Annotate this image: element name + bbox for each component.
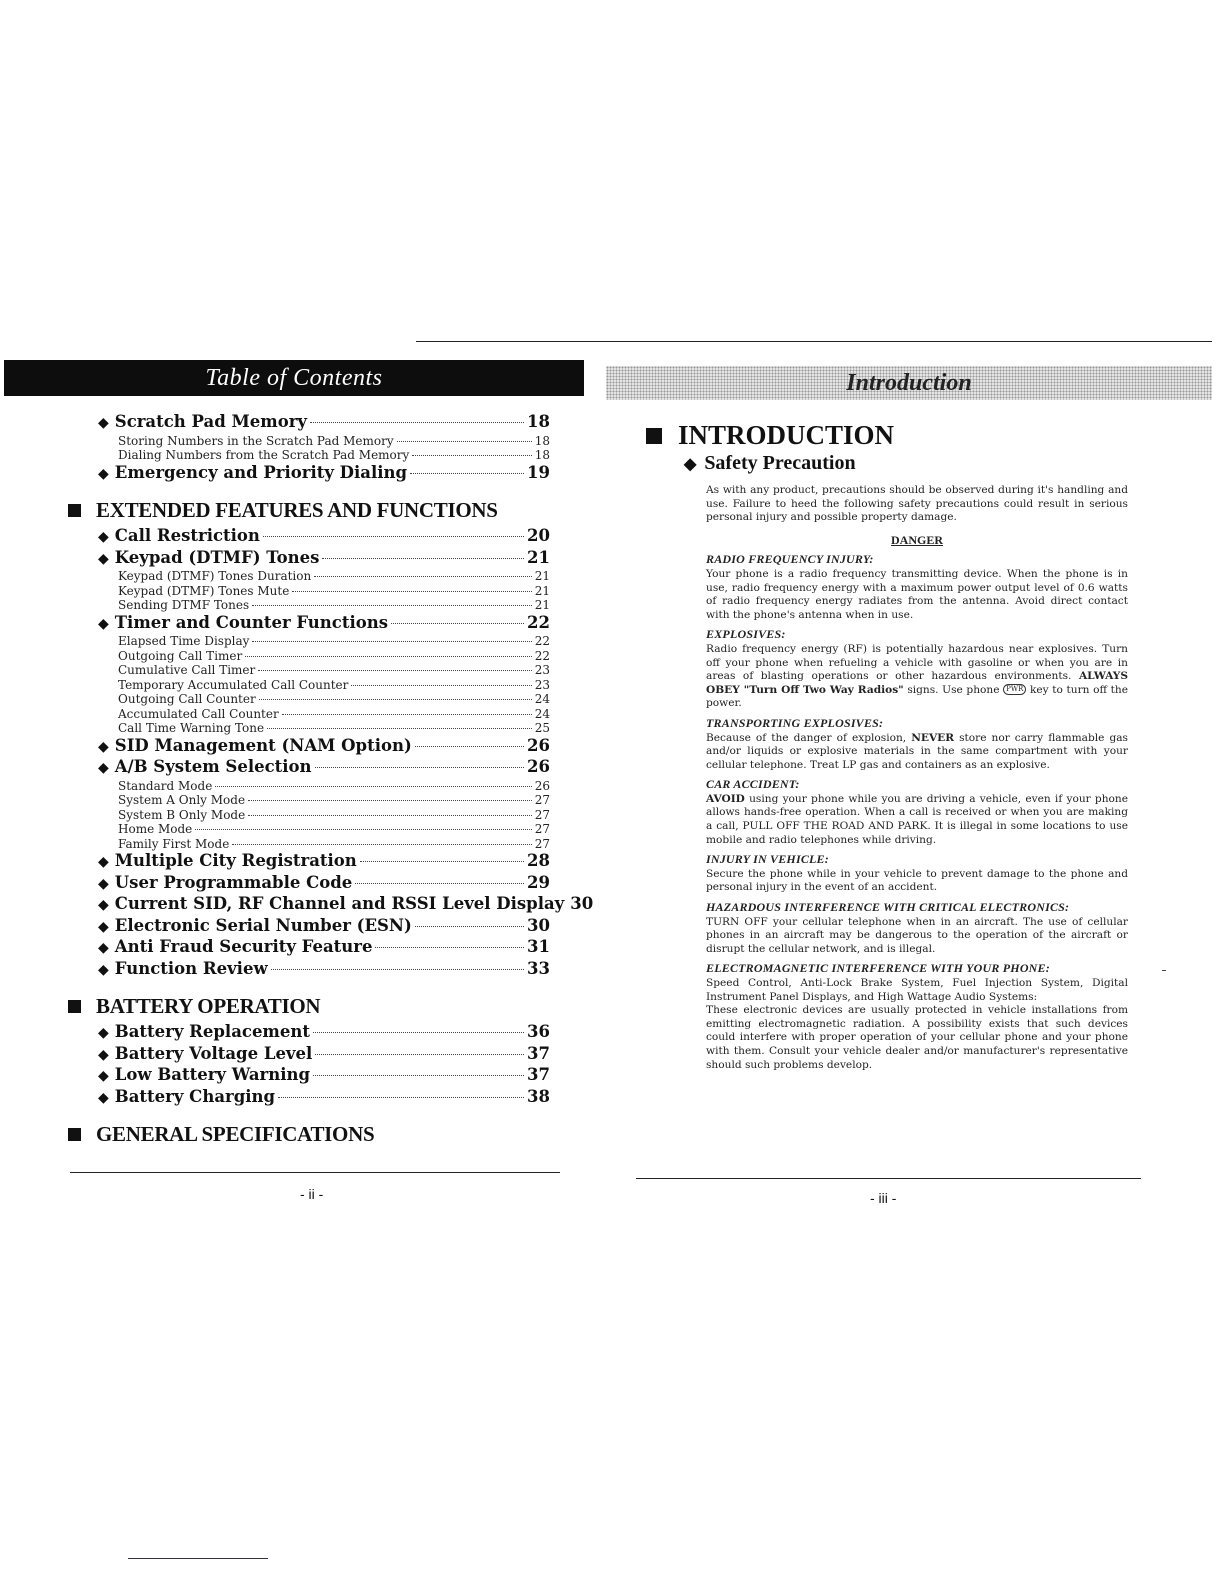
car-heading: CAR ACCIDENT: [706, 777, 800, 792]
diamond-bullet-icon: ◆ [98, 875, 109, 892]
toc-entry-label [98, 736, 412, 758]
toc-section-label: BATTERY OPERATION [96, 994, 321, 1018]
toc-entry-text: Low Battery Warning [114, 1065, 311, 1084]
toc-entry-label [118, 779, 212, 794]
diamond-bullet-icon: ◆ [98, 1089, 109, 1106]
toc-entry [70, 548, 550, 570]
toc-entry-label [118, 808, 245, 823]
toc-page-number: 20 [527, 526, 550, 545]
intro-title [646, 420, 894, 451]
intro-header-label: Introduction [846, 370, 972, 396]
toc-entry [70, 1044, 550, 1066]
toc-entry-label [118, 649, 242, 664]
toc-page-number: 30 [527, 915, 550, 935]
margin-mark [1162, 970, 1166, 971]
table-of-contents [70, 412, 594, 1150]
diamond-bullet-icon: ◆ [98, 550, 109, 567]
toc-entry-label [118, 837, 229, 852]
toc-page-number: 21 [534, 583, 550, 598]
toc-subentry [70, 663, 550, 678]
toc-entry [70, 757, 550, 779]
toc-entry-label [118, 692, 256, 707]
square-bullet-icon [68, 1128, 81, 1141]
diamond-bullet-icon: ◆ [98, 1068, 109, 1084]
hazardous-heading: HAZARDOUS INTERFERENCE WITH CRITICAL ELECTRONICS: [706, 900, 1070, 915]
page-number-left: - ii - [300, 1186, 324, 1202]
dot-leader [310, 422, 524, 423]
dot-leader [252, 605, 532, 606]
toc-entry-text: Family First Mode [118, 836, 230, 851]
dot-leader [215, 786, 531, 787]
dot-leader [375, 947, 524, 948]
toc-entry-label [118, 584, 289, 599]
intro-paragraph: As with any product, precautions should be observed during it's handling and use. Failure to heed the following safety precautions could result in serious personal injury and possible property damage. [706, 484, 1128, 524]
toc-entry [70, 873, 550, 895]
toc-page-number: 18 [534, 448, 550, 462]
dot-leader [415, 746, 524, 747]
transporting-text [706, 732, 1128, 773]
diamond-bullet-icon: ◆ [684, 456, 697, 473]
toc-page-number: 37 [527, 1043, 550, 1063]
toc-entry-text: System A Only Mode [118, 793, 246, 807]
toc-entry-label [118, 569, 311, 584]
toc-entry-text: Electronic Serial Number (ESN) [114, 915, 412, 935]
toc-entry-text: Battery Charging [114, 1086, 276, 1106]
toc-entry-text: Anti Fraud Security Feature [114, 937, 373, 956]
diamond-bullet-icon: ◆ [98, 897, 109, 913]
dot-leader [195, 829, 531, 830]
toc-entry-text: A/B System Selection [114, 757, 312, 776]
dot-leader [259, 699, 532, 700]
toc-entry-text: Battery Voltage Level [114, 1043, 313, 1063]
toc-entry-text: User Programmable Code [114, 872, 353, 892]
toc-subentry [70, 837, 550, 852]
toc-entry [70, 613, 550, 635]
dot-leader [355, 883, 524, 884]
toc-entry-label [118, 678, 348, 693]
explosives-text [706, 643, 1128, 711]
toc-entry-text: Sending DTMF Tones [118, 598, 250, 612]
top-rule [416, 341, 1212, 342]
toc-entry-text: Outgoing Call Counter [118, 692, 256, 706]
toc-entry-label [98, 937, 372, 959]
toc-page-number: 23 [534, 663, 550, 677]
emi-heading: ELECTROMAGNETIC INTERFERENCE WITH YOUR PHONE: [706, 961, 1050, 976]
toc-entry-label [118, 793, 245, 808]
toc-page-number: 26 [527, 757, 550, 776]
dot-leader [258, 670, 531, 671]
dot-leader [360, 861, 524, 862]
toc-subentry [70, 721, 550, 736]
toc-entry-text: Dialing Numbers from the Scratch Pad Memory [118, 448, 410, 462]
toc-entry-label [98, 873, 352, 895]
dot-leader [315, 1054, 524, 1055]
toc-entry-text: Multiple City Registration [114, 851, 357, 870]
diamond-bullet-icon: ◆ [98, 615, 109, 632]
diamond-bullet-icon: ◆ [98, 1025, 109, 1041]
diamond-bullet-icon: ◆ [98, 854, 109, 870]
dot-leader [245, 656, 531, 657]
explosives-text-2: signs. Use phone [907, 683, 1000, 696]
dot-leader [271, 969, 524, 970]
toc-page-number: 24 [534, 692, 550, 706]
footer-rule-right [636, 1178, 1141, 1179]
toc-page-number: 21 [527, 547, 550, 567]
diamond-bullet-icon: ◆ [98, 738, 109, 755]
dot-leader [232, 844, 531, 845]
toc-entry [70, 894, 594, 916]
toc-entry-label [98, 1087, 275, 1109]
toc-entry-label [98, 613, 388, 635]
toc-page-number: 36 [527, 1022, 550, 1041]
toc-entry-label [98, 1065, 310, 1087]
danger-label: DANGER [890, 532, 943, 547]
dot-leader [397, 441, 532, 442]
toc-entry-text: Standard Mode [118, 778, 213, 793]
toc-entry-label [98, 412, 307, 434]
diamond-bullet-icon: ◆ [98, 918, 109, 935]
safety-heading-text: Safety Precaution [704, 452, 856, 474]
dot-leader [322, 558, 524, 559]
square-bullet-icon [68, 504, 81, 517]
toc-entry-label [98, 894, 564, 916]
toc-entry-text: Keypad (DTMF) Tones Mute [118, 583, 290, 598]
toc-entry-label [98, 1022, 310, 1044]
toc-entry-text: Elapsed Time Display [118, 634, 250, 648]
toc-page-number: 26 [534, 778, 550, 793]
toc-page-number: 30 [570, 894, 594, 913]
dot-leader [282, 714, 532, 715]
explosives-heading: EXPLOSIVES: [706, 627, 786, 642]
emi-text-1: Speed Control, Anti-Lock Brake System, Fuel Injection System, Digital Instrument Panel Displays, and High Wattage Audio Systems: [706, 977, 1128, 1003]
toc-page-number: 33 [527, 958, 550, 978]
toc-entry-label [118, 448, 409, 463]
toc-page-number: 27 [534, 822, 550, 836]
rf-heading: RADIO FREQUENCY INJURY: [706, 552, 874, 567]
transporting-bold: NEVER [911, 731, 955, 744]
diamond-bullet-icon: ◆ [98, 415, 109, 431]
footer-rule-left [70, 1172, 560, 1173]
toc-entry-label [98, 463, 407, 485]
car-text-body: using your phone while you are driving a vehicle, even if your phone allows hands-free operation. When a call is received or when you are making a call, PULL OFF THE ROAD AND PARK. It is illegal in some locations to use mobile and radio telephones while driving. [706, 792, 1129, 846]
toc-page-number: 23 [534, 677, 550, 692]
toc-entry-text: Keypad (DTMF) Tones Duration [118, 569, 312, 583]
transporting-text-2: store nor carry flammable gas and/or liquids or explosive materials in the same compartment with your cellular telephone. Treat LP gas and containers as an explosive. [706, 731, 1128, 771]
toc-subentry [70, 808, 550, 823]
dot-leader [412, 455, 531, 456]
toc-entry-label [118, 822, 192, 837]
toc-entry-label [118, 634, 249, 649]
dot-leader [314, 576, 531, 577]
diamond-bullet-icon: ◆ [98, 961, 109, 978]
diamond-bullet-icon: ◆ [98, 940, 109, 956]
toc-entry [70, 463, 550, 485]
toc-page-number: 38 [527, 1086, 550, 1106]
dot-leader [278, 1097, 524, 1098]
toc-page-number: 24 [534, 706, 550, 721]
toc-page-number: 22 [534, 648, 550, 663]
toc-subentry [70, 634, 550, 649]
diamond-bullet-icon: ◆ [98, 529, 109, 545]
toc-entry-text: Keypad (DTMF) Tones [114, 547, 320, 567]
toc-subentry [70, 678, 550, 693]
toc-entry-label [98, 548, 319, 570]
toc-entry-text: Storing Numbers in the Scratch Pad Memory [118, 433, 394, 448]
toc-entry-label [98, 1044, 312, 1066]
toc-subentry [70, 707, 550, 722]
transporting-heading: TRANSPORTING EXPLOSIVES: [706, 715, 884, 730]
safety-heading [684, 452, 856, 475]
toc-entry-label [98, 851, 357, 873]
toc-entry [70, 959, 550, 981]
toc-entry-text: Timer and Counter Functions [114, 612, 389, 632]
toc-entry-text: Call Time Warning Tone [118, 721, 265, 735]
toc-section-heading [70, 994, 550, 1019]
toc-entry-text: Home Mode [118, 822, 193, 836]
toc-page-number: 26 [527, 735, 550, 755]
toc-page-number: 31 [527, 937, 550, 956]
toc-subentry [70, 692, 550, 707]
dot-leader [248, 815, 532, 816]
dot-leader [267, 728, 532, 729]
toc-page-number: 27 [534, 807, 550, 822]
intro-title-text: INTRODUCTION [678, 420, 895, 450]
dot-leader [315, 767, 524, 768]
toc-page-number: 18 [527, 412, 550, 431]
toc-subentry [70, 779, 550, 794]
toc-entry-text: Temporary Accumulated Call Counter [118, 677, 349, 692]
toc-entry-text: SID Management (NAM Option) [114, 735, 412, 755]
toc-entry-label [118, 434, 394, 449]
toc-entry-label [118, 721, 264, 736]
toc-entry-text: Call Restriction [114, 526, 260, 545]
injury-heading: INJURY IN VEHICLE: [706, 852, 829, 867]
toc-entry-label [98, 959, 268, 981]
toc-entry-label [118, 598, 249, 613]
toc-subentry [70, 649, 550, 664]
toc-entry-text: Cumulative Call Timer [118, 663, 256, 677]
toc-entry [70, 1065, 550, 1087]
toc-entry-label [118, 663, 255, 678]
explosives-text-1: Radio frequency energy (RF) is potentially hazardous near explosives. Turn off your phone when refueling a vehicle with gasoline or when you are in areas of blasting operations or other hazardous environments. [706, 642, 1128, 683]
toc-subentry [70, 569, 550, 584]
toc-subentry [70, 434, 550, 449]
hazardous-text: TURN OFF your cellular telephone when in an aircraft. The use of cellular phones in an aircraft may be dangerous to the operation of the aircraft or disrupt the cellular network, and is illegal. [706, 915, 1128, 955]
toc-entry [70, 1022, 550, 1044]
square-bullet-icon [646, 428, 662, 444]
toc-subentry [70, 448, 550, 463]
toc-page-number: 21 [534, 598, 550, 612]
toc-entry-text: Accumulated Call Counter [118, 706, 279, 721]
toc-entry-text: Outgoing Call Timer [118, 648, 243, 663]
car-bold: AVOID [706, 792, 745, 805]
transporting-text-1: Because of the danger of explosion, [706, 731, 907, 744]
toc-entry [70, 851, 550, 873]
toc-section-label: EXTENDED FEATURES AND FUNCTIONS [96, 498, 498, 522]
dot-leader [263, 536, 524, 537]
toc-page-number: 28 [527, 851, 550, 870]
rf-text: Your phone is a radio frequency transmitting device. When the phone is in use, radio frequency energy with a maximum power output level of 0.6 watts of radio frequency energy radiates from the antenna. Avoid direct contact with the phone's antenna when in use. [706, 567, 1128, 621]
toc-entry [70, 916, 550, 938]
square-bullet-icon [68, 1000, 81, 1013]
toc-entry-label [98, 526, 260, 548]
toc-page-number: 37 [527, 1065, 550, 1084]
toc-subentry [70, 584, 550, 599]
diamond-bullet-icon: ◆ [98, 465, 109, 482]
toc-entry-label [98, 916, 412, 938]
toc-page-number: 27 [534, 836, 550, 851]
toc-page-number: 22 [527, 612, 550, 632]
toc-page-number: 25 [534, 721, 550, 735]
toc-entry [70, 937, 550, 959]
toc-entry [70, 736, 550, 758]
dot-leader [410, 473, 524, 474]
toc-section-label: GENERAL SPECIFICATIONS [96, 1122, 375, 1146]
dot-leader [391, 623, 524, 624]
power-key-icon: PWR [1003, 684, 1026, 695]
dot-leader [415, 926, 524, 927]
toc-entry-label [98, 757, 312, 779]
toc-page-number: 21 [534, 569, 550, 583]
explosives-text-3: key to turn off the power. [706, 683, 1128, 710]
diamond-bullet-icon: ◆ [98, 760, 109, 776]
toc-page-number: 18 [534, 433, 550, 448]
bottom-margin-line [128, 1558, 268, 1559]
toc-subentry [70, 822, 550, 837]
toc-header: Table of Contents [4, 360, 584, 396]
dot-leader [351, 685, 531, 686]
toc-entry-text: System B Only Mode [118, 807, 246, 822]
car-text [706, 793, 1128, 847]
toc-page-number: 19 [527, 462, 550, 482]
toc-entry [70, 1087, 550, 1109]
toc-entry-label [118, 707, 279, 722]
toc-entry-text: Battery Replacement [114, 1022, 311, 1041]
dot-leader [313, 1075, 524, 1076]
toc-section-heading [70, 498, 550, 523]
diamond-bullet-icon: ◆ [98, 1046, 109, 1063]
toc-page-number: 22 [534, 634, 550, 648]
emi-text-2: These electronic devices are usually protected in vehicle installations from emitting electromagnetic radiation. A possibility exists that such devices could interfere with proper operation of your cellular phone and your phone with them. Consult your vehicle dealer and/or manufacturer's representative should such problems develop. [706, 1004, 1128, 1071]
toc-subentry [70, 793, 550, 808]
intro-header [606, 366, 1212, 400]
toc-entry-text: Emergency and Priority Dialing [114, 462, 408, 482]
injury-text: Secure the phone while in your vehicle to prevent damage to the phone and personal injury in the event of an accident. [706, 867, 1128, 894]
toc-entry-text: Current SID, RF Channel and RSSI Level Display [114, 894, 565, 913]
explosives-bold: ALWAYS OBEY "Turn Off Two Way Radios" [706, 670, 1129, 696]
toc-subentry [70, 598, 550, 613]
toc-entry-text: Function Review [114, 958, 268, 978]
toc-entry [70, 412, 550, 434]
toc-entry-text: Scratch Pad Memory [114, 412, 307, 431]
dot-leader [248, 800, 532, 801]
page-number-right: - iii - [870, 1190, 897, 1206]
toc-page-number: 29 [527, 872, 550, 892]
toc-entry [70, 526, 550, 548]
safety-body [706, 484, 1128, 1072]
toc-section-heading [70, 1122, 550, 1147]
toc-page-number: 27 [534, 793, 550, 807]
dot-leader [292, 591, 531, 592]
dot-leader [252, 641, 531, 642]
dot-leader [313, 1032, 524, 1033]
